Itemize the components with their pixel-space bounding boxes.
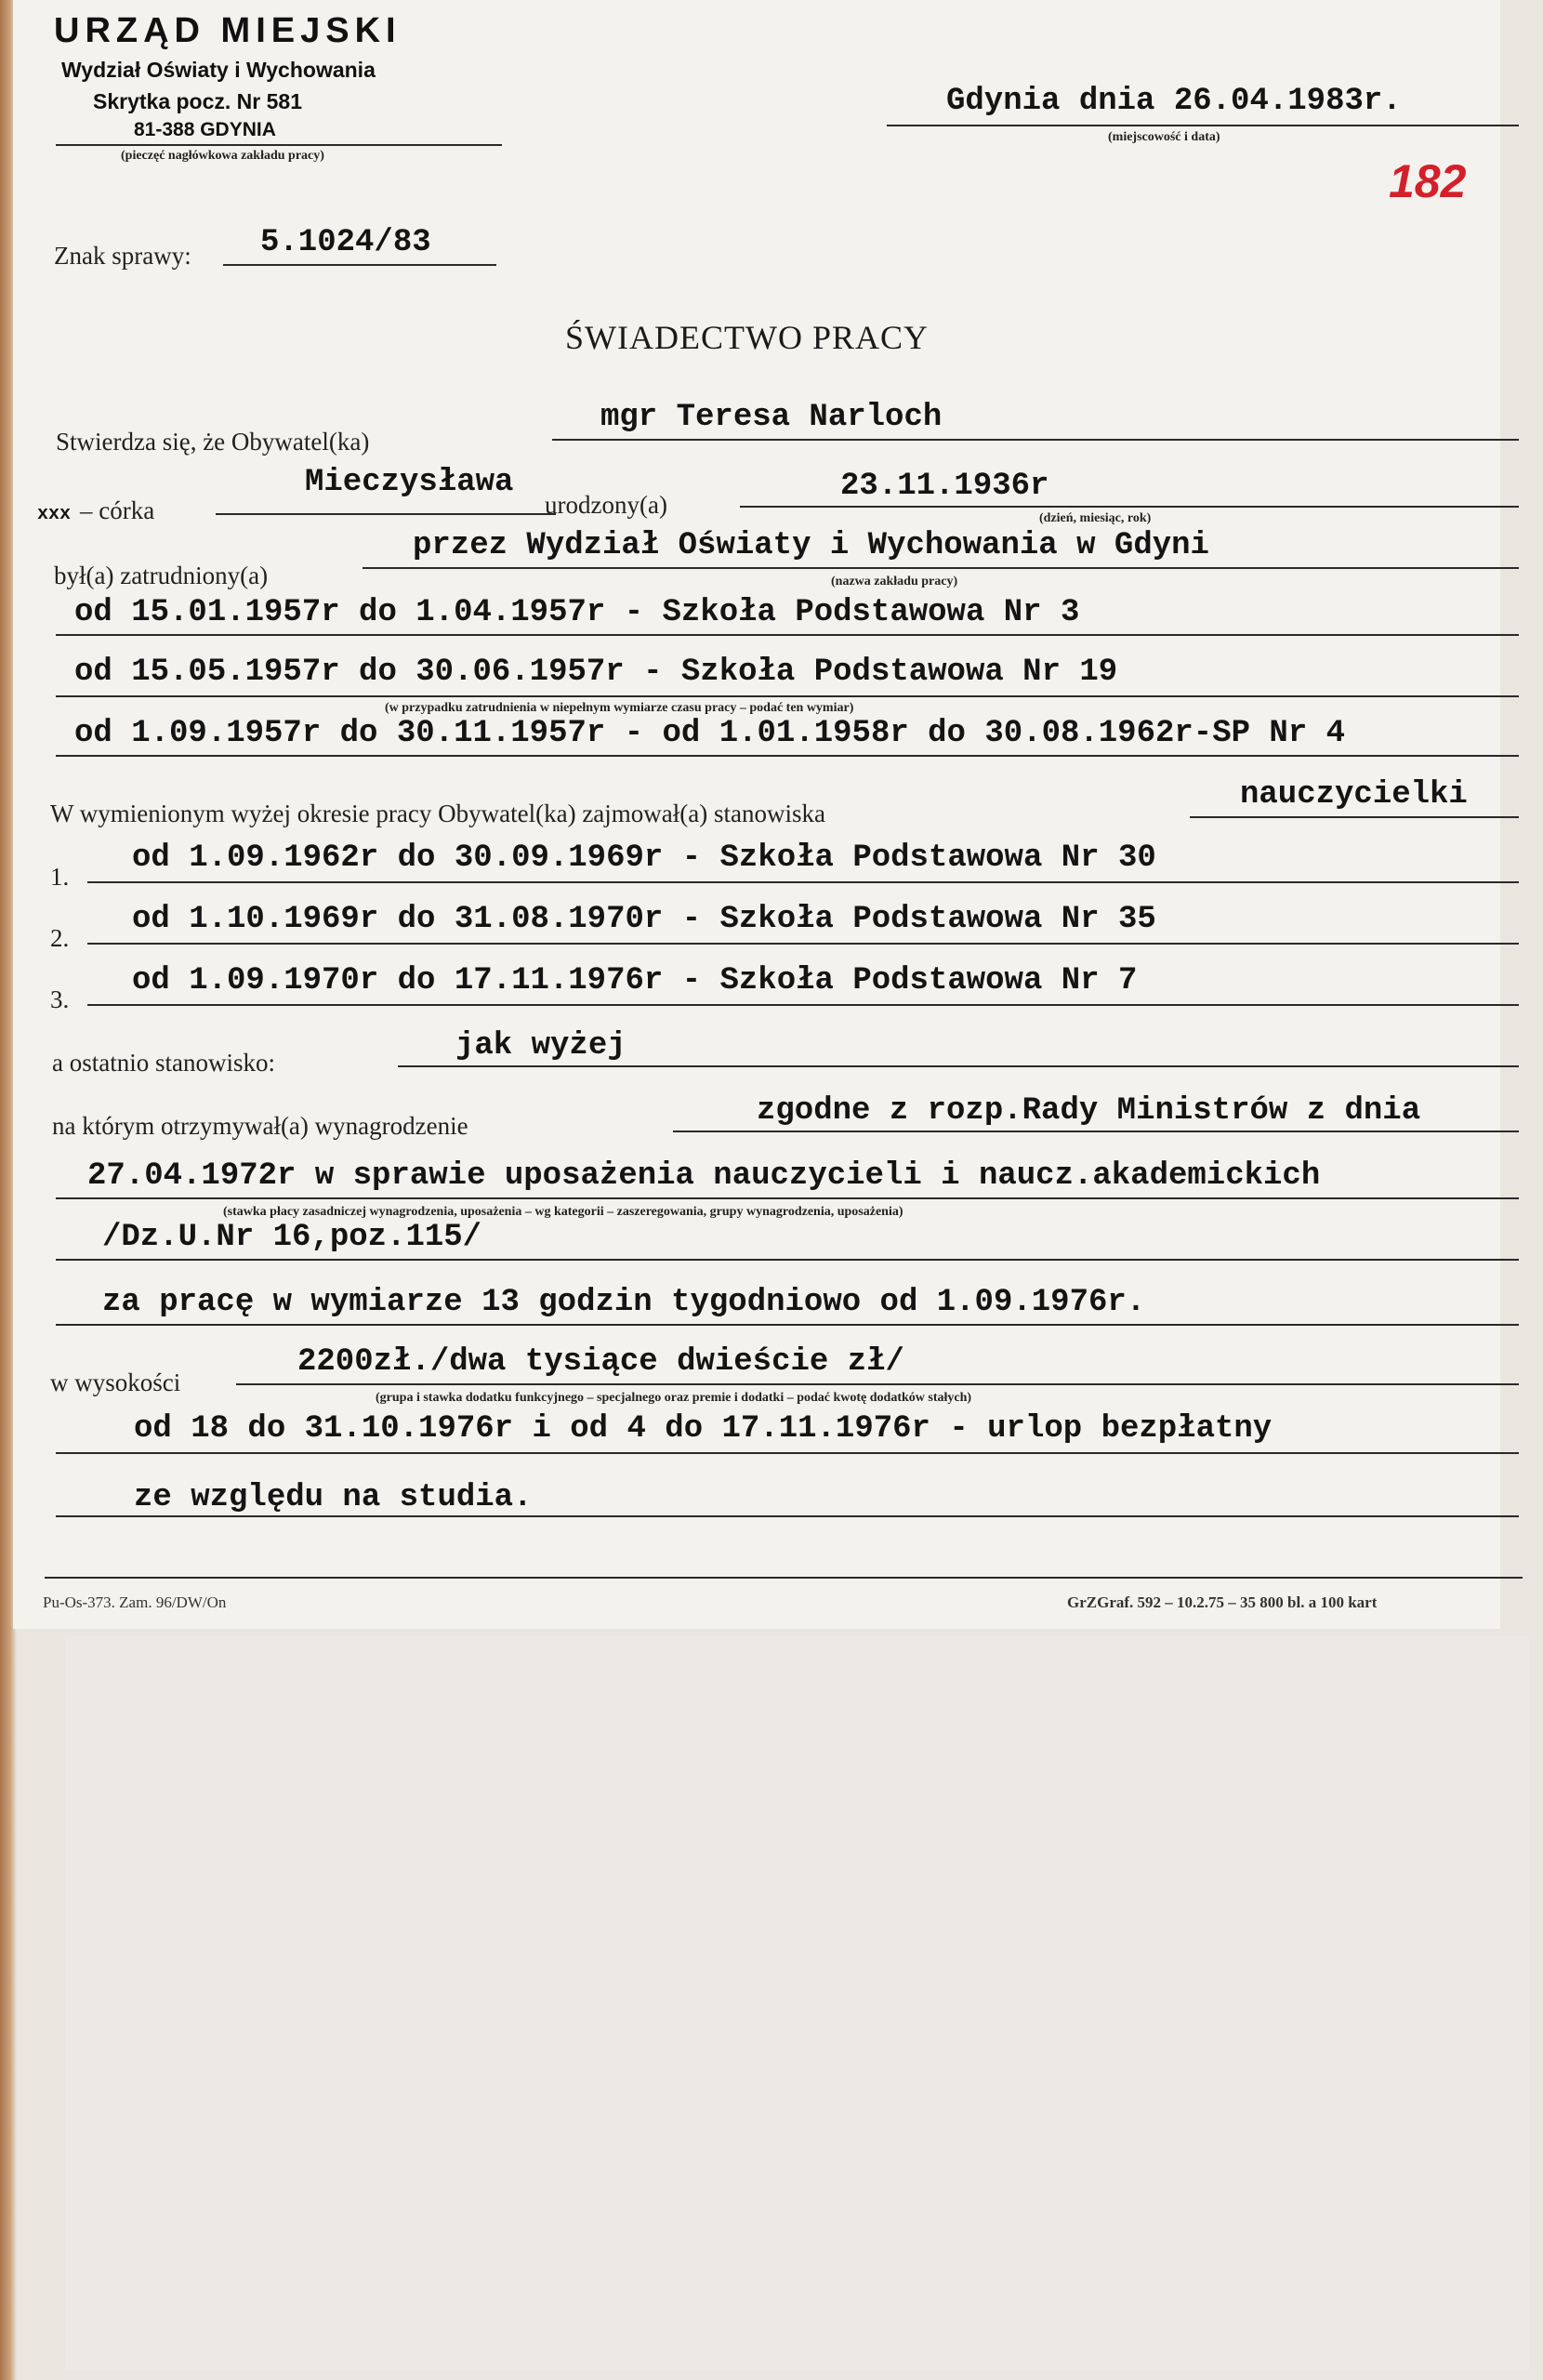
- born-label: urodzony(a): [545, 491, 667, 519]
- salary-line-2: 27.04.1972r w sprawie uposażenia nauczycieli i naucz.akademickich: [87, 1158, 1321, 1194]
- salary-line-4: za pracę w wymiarze 13 godzin tygodniowo od 1.09.1976r.: [102, 1285, 1146, 1320]
- red-handwritten-number: 182: [1389, 155, 1467, 207]
- last-position-label: a ostatnio stanowisko:: [52, 1049, 275, 1077]
- blank-paper-area: [65, 1636, 1529, 2371]
- amount-line-3: ze względu na studia.: [134, 1480, 533, 1515]
- positions-value: nauczycielki: [1240, 777, 1468, 813]
- periods-caption: (w przypadku zatrudnienia w niepełnym wymiarze czasu pracy – podać ten wymiar): [385, 701, 854, 715]
- place-date-caption: (miejscowość i data): [1108, 130, 1220, 144]
- place-date-value: Gdynia dnia 26.04.1983r.: [946, 84, 1402, 119]
- salary-line-1: zgodne z rozp.Rady Ministrów z dnia: [757, 1093, 1421, 1129]
- salary-caption: (stawka płacy zasadniczej wynagrodzenia, uposażenia – wg kategorii – zaszeregowania, grupy wynagrodzenia, uposażenia): [223, 1205, 903, 1219]
- numbered-2-text: od 1.10.1969r do 31.08.1970r - Szkoła Podstawowa Nr 35: [132, 902, 1156, 937]
- numbered-3-number: 3.: [50, 985, 70, 1013]
- work-certificate-document: [13, 0, 1500, 1629]
- period-line-2: od 15.05.1957r do 30.06.1957r - Szkoła Podstawowa Nr 19: [74, 654, 1118, 690]
- last-position-value: jak wyżej: [455, 1028, 626, 1064]
- positions-label: W wymienionym wyżej okresie pracy Obywatel(ka) zajmował(a) stanowiska: [50, 800, 825, 827]
- salary-line-3: /Dz.U.Nr 16,poz.115/: [102, 1220, 482, 1255]
- amount-line-2: od 18 do 31.10.1976r i od 4 do 17.11.1976r - urlop bezpłatny: [134, 1411, 1273, 1447]
- stamp-caption: (pieczęć nagłówkowa zakładu pracy): [121, 149, 324, 163]
- citizen-label: Stwierdza się, że Obywatel(ka): [56, 428, 370, 456]
- stamp-line-2: Wydział Oświaty i Wychowania: [61, 58, 376, 82]
- amount-value: 2200zł./dwa tysiące dwieście zł/: [297, 1344, 904, 1380]
- numbered-1-number: 1.: [50, 863, 70, 891]
- period-line-3: od 1.09.1957r do 30.11.1957r - od 1.01.1958r do 30.08.1962r-SP Nr 4: [74, 716, 1346, 751]
- parent-prefix-strikeout: xxx: [37, 504, 72, 525]
- parent-label: – córka: [80, 496, 155, 524]
- employed-label: był(a) zatrudniony(a): [54, 562, 269, 589]
- case-number-value: 5.1024/83: [260, 225, 431, 260]
- parent-name-value: Mieczysława: [305, 465, 514, 500]
- case-number-label: Znak sprawy:: [54, 242, 191, 270]
- employer-value: przez Wydział Oświaty i Wychowania w Gdyni: [413, 528, 1209, 563]
- period-line-1: od 15.01.1957r do 1.04.1957r - Szkoła Podstawowa Nr 3: [74, 595, 1080, 630]
- stamp-line-4: 81-388 GDYNIA: [134, 119, 276, 140]
- document-title: ŚWIADECTWO PRACY: [565, 319, 929, 356]
- employer-caption: (nazwa zakładu pracy): [831, 575, 958, 588]
- salary-label: na którym otrzymywał(a) wynagrodzenie: [52, 1112, 468, 1140]
- stamp-line-3: Skrytka pocz. Nr 581: [93, 89, 303, 113]
- numbered-1-text: od 1.09.1962r do 30.09.1969r - Szkoła Podstawowa Nr 30: [132, 840, 1156, 876]
- stamp-line-1: URZĄD MIEJSKI: [54, 11, 402, 50]
- birth-date-value: 23.11.1936r: [840, 469, 1049, 504]
- footer-right: GrZGraf. 592 – 10.2.75 – 35 800 bl. a 100 kart: [1067, 1593, 1378, 1611]
- amount-label: w wysokości: [50, 1368, 181, 1396]
- footer-left: Pu-Os-373. Zam. 96/DW/On: [43, 1593, 227, 1611]
- numbered-2-number: 2.: [50, 924, 70, 952]
- numbered-3-text: od 1.09.1970r do 17.11.1976r - Szkoła Podstawowa Nr 7: [132, 963, 1138, 998]
- born-caption: (dzień, miesiąc, rok): [1039, 511, 1152, 525]
- citizen-name-value: mgr Teresa Narloch: [600, 400, 943, 435]
- amount-caption: (grupa i stawka dodatku funkcyjnego – specjalnego oraz premie i dodatki – podać kwotę dodatków stałych): [376, 1391, 972, 1405]
